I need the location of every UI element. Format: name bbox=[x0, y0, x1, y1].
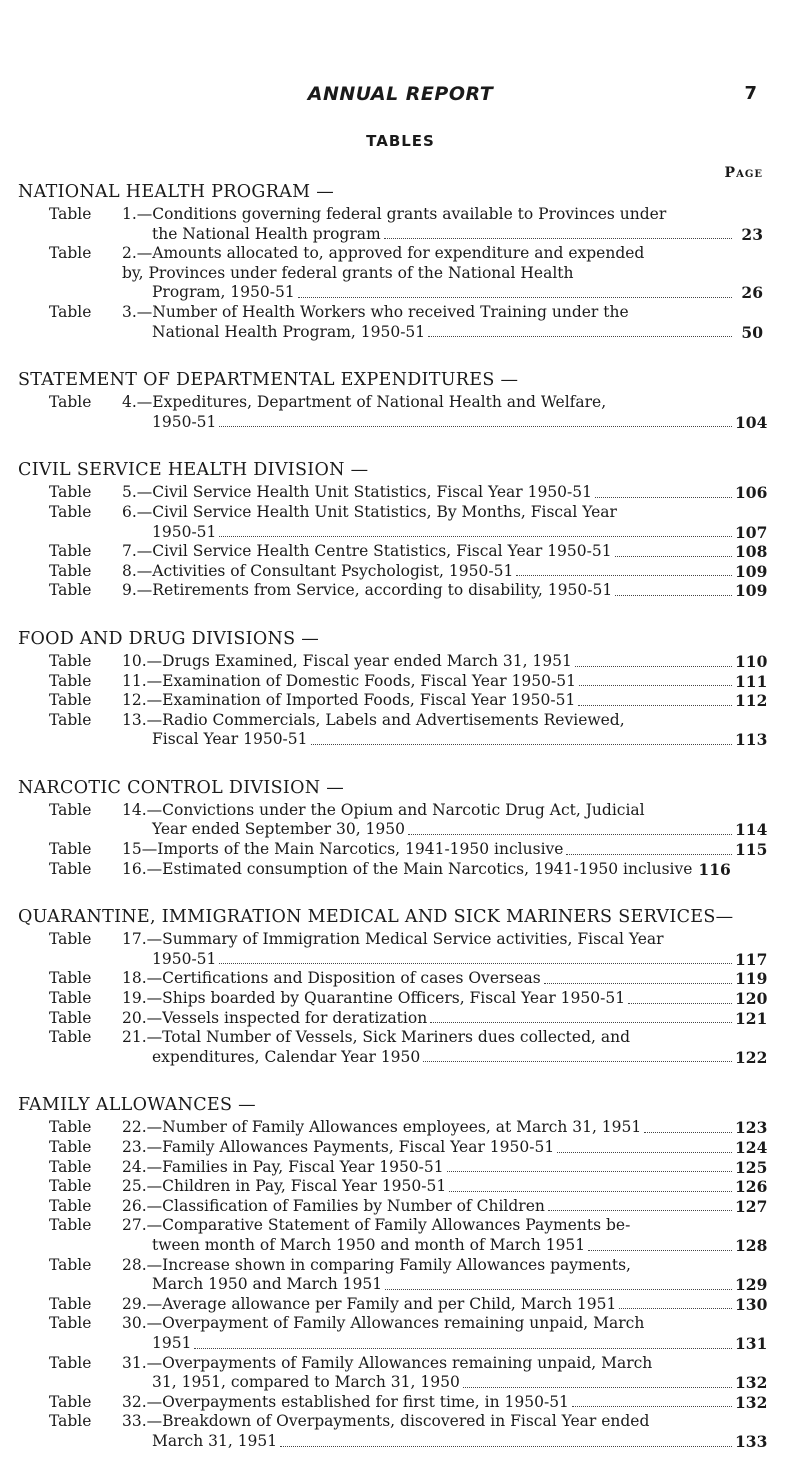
toc-entry[interactable] bbox=[18, 1196, 768, 1217]
running-title: ANNUAL REPORT bbox=[307, 83, 494, 105]
dot-leader bbox=[579, 685, 732, 686]
dot-leader bbox=[447, 1171, 732, 1172]
entry-last-line bbox=[122, 691, 768, 711]
dot-leader bbox=[280, 1446, 732, 1447]
toc-entry[interactable] bbox=[18, 303, 763, 342]
toc-entry[interactable] bbox=[18, 1216, 768, 1255]
entry-line: 10.—Drugs Examined, Fiscal year ended March 31, 1951 bbox=[122, 651, 572, 670]
table-label: Table bbox=[49, 1177, 92, 1196]
dot-leader bbox=[615, 556, 732, 557]
table-label: Table bbox=[49, 1314, 92, 1333]
toc-entry[interactable] bbox=[18, 561, 768, 582]
dot-leader bbox=[384, 238, 732, 239]
entry-last-line bbox=[122, 522, 768, 543]
table-label: Table bbox=[49, 969, 92, 988]
dot-leader bbox=[428, 336, 732, 337]
entry-last-line bbox=[122, 323, 763, 343]
entry-page-number: 129 bbox=[735, 1275, 768, 1295]
dot-leader bbox=[430, 1022, 732, 1023]
entry-last-line bbox=[122, 1118, 768, 1138]
entry-line: 32.—Overpayments established for first time, in 1950-51 bbox=[122, 1392, 569, 1411]
entry-text bbox=[113, 1196, 768, 1217]
entry-page-number: 132 bbox=[735, 1392, 768, 1412]
table-label: Table bbox=[49, 581, 92, 600]
entry-text bbox=[113, 1255, 768, 1295]
table-label: Table bbox=[49, 710, 92, 729]
toc-entry[interactable] bbox=[18, 969, 768, 989]
toc-entry[interactable] bbox=[18, 1138, 768, 1158]
entry-page-number: 116 bbox=[698, 859, 731, 879]
page-number: 7 bbox=[744, 83, 757, 104]
entry-line: 21.—Total Number of Vessels, Sick Mariners dues collected, and bbox=[122, 1028, 630, 1047]
entry-text bbox=[113, 1118, 768, 1138]
table-label: Table bbox=[49, 1118, 92, 1137]
entry-text bbox=[113, 303, 763, 342]
toc-entry[interactable] bbox=[18, 244, 763, 303]
entry-page-number: 120 bbox=[735, 989, 768, 1009]
entry-text bbox=[113, 483, 768, 503]
entry-page-number: 117 bbox=[735, 949, 768, 969]
entry-text bbox=[113, 1314, 768, 1353]
section-title: FOOD AND DRUG DIVISIONS — bbox=[18, 628, 320, 649]
toc-entry[interactable] bbox=[18, 483, 768, 503]
table-label: Table bbox=[49, 561, 92, 580]
toc-section bbox=[18, 905, 768, 1067]
entry-text bbox=[113, 930, 768, 969]
entry-last-line bbox=[122, 542, 768, 562]
entry-page-number: 113 bbox=[735, 730, 768, 750]
entry-last-line bbox=[122, 651, 768, 672]
entry-page-number: 133 bbox=[735, 1431, 768, 1451]
toc-entry[interactable] bbox=[18, 502, 768, 542]
table-label: Table bbox=[49, 1412, 92, 1431]
entry-line: National Health Program, 1950-51 bbox=[152, 322, 426, 341]
entry-last-line bbox=[122, 1047, 768, 1068]
section-title: CIVIL SERVICE HEALTH DIVISION — bbox=[18, 460, 369, 481]
entry-text bbox=[113, 860, 763, 880]
entry-last-line bbox=[122, 1431, 768, 1452]
dot-leader bbox=[423, 1061, 732, 1062]
entry-line: 8.—Activities of Consultant Psychologist, 1950-51 bbox=[122, 561, 514, 580]
toc-entry[interactable] bbox=[18, 1255, 768, 1295]
toc-entry[interactable] bbox=[18, 1314, 768, 1353]
dot-leader bbox=[516, 575, 732, 576]
table-label: Table bbox=[49, 1157, 92, 1176]
table-label: Table bbox=[49, 1028, 92, 1047]
entry-last-line bbox=[122, 1177, 768, 1197]
toc-entry[interactable] bbox=[18, 930, 768, 969]
table-label: Table bbox=[49, 671, 92, 690]
table-label: Table bbox=[49, 1392, 92, 1411]
entry-text bbox=[113, 1157, 768, 1178]
entry-text bbox=[113, 1138, 768, 1158]
entry-text bbox=[113, 671, 768, 692]
entry-line: 1950-51 bbox=[152, 412, 217, 431]
entry-line: 26.—Classification of Families by Number of Children bbox=[122, 1196, 545, 1215]
entry-line: Year ended September 30, 1950 bbox=[152, 820, 406, 839]
entry-text bbox=[113, 1392, 768, 1413]
table-label: Table bbox=[49, 1196, 92, 1215]
table-label: Table bbox=[49, 840, 92, 859]
table-label: Table bbox=[49, 205, 92, 223]
toc-entry[interactable] bbox=[18, 710, 768, 750]
entry-page-number: 128 bbox=[735, 1235, 768, 1255]
entry-text bbox=[113, 561, 768, 582]
entry-line: 9.—Retirements from Service, according to disability, 1950-51 bbox=[122, 581, 613, 600]
entry-last-line bbox=[122, 671, 768, 692]
table-label: Table bbox=[49, 1255, 92, 1274]
entry-page-number: 106 bbox=[735, 483, 768, 503]
toc-entry[interactable] bbox=[18, 800, 768, 840]
entry-line: 25.—Children in Pay, Fiscal Year 1950-51 bbox=[122, 1177, 447, 1196]
entry-line: tween month of March 1950 and month of March 1951 bbox=[152, 1235, 586, 1254]
entry-last-line bbox=[122, 840, 768, 860]
entry-last-line bbox=[122, 412, 768, 433]
toc-section bbox=[18, 627, 768, 750]
table-label: Table bbox=[49, 483, 92, 502]
entry-text bbox=[113, 502, 768, 542]
dot-leader bbox=[644, 1132, 732, 1133]
entry-line: 11.—Examination of Domestic Foods, Fiscal Year 1950-51 bbox=[122, 671, 576, 690]
entry-page-number: 26 bbox=[741, 283, 763, 303]
entry-line: 31, 1951, compared to March 31, 1950 bbox=[152, 1373, 460, 1392]
section-title: NARCOTIC CONTROL DIVISION — bbox=[18, 777, 345, 798]
entry-text bbox=[113, 1353, 768, 1393]
entry-page-number: 130 bbox=[735, 1294, 768, 1314]
toc-entry[interactable] bbox=[18, 581, 768, 601]
entry-line: 18.—Certifications and Disposition of cases Overseas bbox=[122, 969, 541, 988]
entry-last-line bbox=[122, 730, 768, 750]
entry-page-number: 109 bbox=[735, 561, 768, 581]
entry-line: 17.—Summary of Immigration Medical Service activities, Fiscal Year bbox=[122, 930, 664, 949]
entry-text bbox=[113, 393, 768, 432]
entry-line: 22.—Number of Family Allowances employees, at March 31, 1951 bbox=[122, 1118, 642, 1137]
toc-entry[interactable] bbox=[18, 393, 768, 432]
dot-leader bbox=[544, 983, 732, 984]
entry-page-number: 23 bbox=[741, 224, 763, 244]
entry-page-number: 124 bbox=[735, 1138, 768, 1157]
entry-text bbox=[113, 205, 763, 244]
entry-page-number: 107 bbox=[735, 522, 768, 542]
entry-page-number: 112 bbox=[735, 691, 768, 711]
toc-entry[interactable] bbox=[18, 860, 763, 880]
table-label: Table bbox=[49, 989, 92, 1008]
entry-text bbox=[113, 691, 768, 711]
entry-page-number: 121 bbox=[735, 1008, 768, 1028]
entry-line: March 31, 1951 bbox=[152, 1431, 278, 1450]
dot-leader bbox=[311, 744, 732, 745]
toc-entry[interactable] bbox=[18, 1008, 768, 1029]
entry-page-number: 111 bbox=[735, 671, 768, 691]
entry-text bbox=[113, 244, 763, 303]
entry-last-line bbox=[122, 1235, 768, 1256]
entry-page-number: 123 bbox=[735, 1118, 768, 1138]
table-label: Table bbox=[49, 691, 92, 710]
dot-leader bbox=[385, 1289, 732, 1290]
entry-line: Program, 1950-51 bbox=[152, 283, 295, 302]
table-label: Table bbox=[49, 1216, 92, 1235]
entry-line: March 1950 and March 1951 bbox=[152, 1275, 383, 1294]
toc-entry[interactable] bbox=[18, 989, 768, 1009]
table-label: Table bbox=[49, 1008, 92, 1027]
entry-text bbox=[113, 1294, 768, 1315]
entry-text bbox=[113, 1177, 768, 1197]
entry-line: 30.—Overpayment of Family Allowances remaining unpaid, March bbox=[122, 1314, 645, 1333]
section-title: FAMILY ALLOWANCES — bbox=[18, 1095, 256, 1116]
dot-leader bbox=[557, 1152, 732, 1153]
dot-leader bbox=[219, 426, 732, 427]
entry-line: 1950-51 bbox=[152, 522, 217, 541]
toc-section bbox=[18, 458, 768, 601]
entry-last-line bbox=[122, 1138, 768, 1158]
table-label: Table bbox=[49, 1353, 92, 1372]
entry-last-line bbox=[122, 283, 763, 303]
dot-leader bbox=[408, 834, 732, 835]
entry-line: 23.—Family Allowances Payments, Fiscal Year 1950-51 bbox=[122, 1138, 555, 1156]
entry-line: 16.—Estimated consumption of the Main Narcotics, 1941-1950 inclusive bbox=[122, 859, 693, 878]
entry-page-number: 122 bbox=[735, 1047, 768, 1067]
dot-leader bbox=[572, 1406, 732, 1407]
entry-line: 31.—Overpayments of Family Allowances remaining unpaid, March bbox=[122, 1353, 653, 1372]
entry-text bbox=[113, 800, 768, 840]
page-heading: TABLES bbox=[366, 132, 435, 150]
dot-leader bbox=[449, 1191, 732, 1192]
entry-line: 4.—Expeditures, Department of National Health and Welfare, bbox=[122, 393, 607, 412]
toc-section bbox=[18, 368, 768, 432]
entry-line: 7.—Civil Service Health Centre Statistics, Fiscal Year 1950-51 bbox=[122, 542, 612, 561]
entry-page-number: 104 bbox=[735, 412, 768, 432]
entry-line: 27.—Comparative Statement of Family Allowances Payments be- bbox=[122, 1216, 631, 1235]
entry-line: the National Health program bbox=[152, 224, 381, 243]
entry-last-line bbox=[122, 820, 768, 840]
table-label: Table bbox=[49, 244, 92, 263]
entry-line: 12.—Examination of Imported Foods, Fiscal Year 1950-51 bbox=[122, 691, 576, 710]
entry-last-line bbox=[122, 483, 768, 503]
entry-text bbox=[113, 969, 768, 989]
entry-page-number: 131 bbox=[735, 1333, 768, 1353]
entry-last-line bbox=[122, 581, 768, 601]
dot-leader bbox=[578, 705, 732, 706]
table-label: Table bbox=[49, 393, 92, 412]
entry-page-number: 119 bbox=[735, 969, 768, 989]
toc-entry[interactable] bbox=[18, 1294, 768, 1315]
entry-line: 14.—Convictions under the Opium and Narcotic Drug Act, Judicial bbox=[122, 800, 645, 819]
entry-line: 15—Imports of the Main Narcotics, 1941-1950 inclusive bbox=[122, 840, 564, 859]
entry-last-line bbox=[122, 949, 768, 970]
toc-entry[interactable] bbox=[18, 1177, 768, 1197]
entry-line: 28.—Increase shown in comparing Family Allowances payments, bbox=[122, 1255, 631, 1274]
entry-line: 33.—Breakdown of Overpayments, discovered in Fiscal Year ended bbox=[122, 1412, 650, 1431]
entry-last-line bbox=[122, 1333, 768, 1354]
entry-line: 6.—Civil Service Health Unit Statistics, By Months, Fiscal Year bbox=[122, 502, 617, 521]
entry-page-number: 127 bbox=[735, 1196, 768, 1216]
entry-line: 1950-51 bbox=[152, 949, 217, 968]
entry-line: 2.—Amounts allocated to, approved for expenditure and expended bbox=[122, 244, 645, 263]
entry-line: 1951 bbox=[152, 1333, 192, 1352]
section-title: NATIONAL HEALTH PROGRAM — bbox=[18, 182, 334, 202]
dot-leader bbox=[463, 1387, 732, 1388]
entry-text bbox=[113, 1216, 768, 1255]
entry-line: Fiscal Year 1950-51 bbox=[152, 730, 308, 749]
dot-leader bbox=[588, 1250, 732, 1251]
entry-last-line bbox=[122, 1294, 768, 1315]
dot-leader bbox=[575, 666, 732, 667]
entry-last-line bbox=[122, 969, 768, 989]
table-label: Table bbox=[49, 651, 92, 670]
toc-entry[interactable] bbox=[18, 671, 768, 692]
table-of-tables bbox=[18, 180, 768, 1478]
entry-text bbox=[113, 542, 768, 562]
entry-last-line bbox=[122, 1275, 768, 1295]
entry-last-line bbox=[122, 1373, 768, 1393]
entry-last-line bbox=[122, 225, 763, 245]
entry-text bbox=[113, 1008, 768, 1029]
table-label: Table bbox=[49, 859, 92, 878]
toc-entry[interactable] bbox=[18, 691, 768, 711]
entry-page-number: 125 bbox=[735, 1157, 768, 1177]
dot-leader bbox=[219, 536, 732, 537]
entry-last-line bbox=[122, 1196, 768, 1217]
toc-entry[interactable] bbox=[18, 205, 763, 244]
table-label: Table bbox=[49, 302, 92, 321]
entry-line: 5.—Civil Service Health Unit Statistics, Fiscal Year 1950-51 bbox=[122, 483, 593, 502]
entry-page-number: 50 bbox=[741, 322, 763, 342]
entry-last-line bbox=[122, 860, 763, 880]
entry-page-number: 114 bbox=[735, 820, 768, 840]
toc-entry[interactable] bbox=[18, 542, 768, 562]
toc-entry[interactable] bbox=[18, 1118, 768, 1138]
dot-leader bbox=[619, 1308, 732, 1309]
entry-page-number: 126 bbox=[735, 1177, 768, 1197]
table-label: Table bbox=[49, 542, 92, 561]
table-label: Table bbox=[49, 1294, 92, 1313]
dot-leader bbox=[548, 1210, 732, 1211]
table-label: Table bbox=[49, 1138, 92, 1156]
entry-text bbox=[113, 1412, 768, 1451]
entry-line: 1.—Conditions governing federal grants available to Provinces under bbox=[122, 205, 667, 223]
entry-last-line bbox=[122, 1392, 768, 1413]
toc-entry[interactable] bbox=[18, 1392, 768, 1413]
entry-line: 13.—Radio Commercials, Labels and Advertisements Reviewed, bbox=[122, 710, 625, 729]
entry-page-number: 132 bbox=[735, 1373, 768, 1393]
entry-text bbox=[113, 581, 768, 601]
dot-leader bbox=[219, 963, 732, 964]
dot-leader bbox=[615, 595, 732, 596]
dot-leader bbox=[628, 1003, 732, 1004]
table-label: Table bbox=[49, 930, 92, 949]
toc-entry[interactable] bbox=[18, 651, 768, 672]
section-title: STATEMENT OF DEPARTMENTAL EXPENDITURES — bbox=[18, 370, 519, 391]
dot-leader bbox=[194, 1348, 732, 1349]
entry-last-line bbox=[122, 1008, 768, 1029]
toc-section bbox=[18, 776, 768, 879]
entry-page-number: 110 bbox=[735, 651, 768, 671]
entry-page-number: 109 bbox=[735, 581, 768, 601]
toc-section bbox=[18, 180, 763, 342]
entry-text bbox=[113, 710, 768, 750]
entry-line: 19.—Ships boarded by Quarantine Officers, Fiscal Year 1950-51 bbox=[122, 989, 626, 1008]
table-label: Table bbox=[49, 800, 92, 819]
section-title: QUARANTINE, IMMIGRATION MEDICAL AND SICK MARINERS SERVICES— bbox=[18, 907, 734, 928]
dot-leader bbox=[566, 854, 732, 855]
dot-leader bbox=[595, 497, 732, 498]
page-column-label: Page bbox=[724, 165, 763, 181]
entry-text bbox=[113, 989, 768, 1009]
entry-last-line bbox=[122, 989, 768, 1009]
entry-line: by, Provinces under federal grants of the National Health bbox=[122, 263, 574, 282]
entry-text bbox=[113, 840, 768, 860]
entry-line: 29.—Average allowance per Family and per Child, March 1951 bbox=[122, 1294, 617, 1313]
entry-line: 20.—Vessels inspected for deratization bbox=[122, 1008, 428, 1027]
dot-leader bbox=[298, 297, 732, 298]
entry-last-line bbox=[122, 1157, 768, 1178]
entry-page-number: 115 bbox=[735, 840, 768, 860]
entry-text bbox=[113, 651, 768, 672]
entry-text bbox=[113, 1028, 768, 1067]
toc-entry[interactable] bbox=[18, 840, 768, 860]
toc-entry[interactable] bbox=[18, 1353, 768, 1393]
toc-entry[interactable] bbox=[18, 1157, 768, 1178]
entry-page-number: 108 bbox=[735, 542, 768, 562]
entry-line: 3.—Number of Health Workers who received Training under the bbox=[122, 302, 629, 321]
toc-entry[interactable] bbox=[18, 1028, 768, 1067]
entry-line: expenditures, Calendar Year 1950 bbox=[152, 1047, 421, 1066]
entry-last-line bbox=[122, 561, 768, 582]
toc-section bbox=[18, 1093, 768, 1451]
entry-line: 24.—Families in Pay, Fiscal Year 1950-51 bbox=[122, 1157, 444, 1176]
toc-entry[interactable] bbox=[18, 1412, 768, 1451]
running-head bbox=[0, 83, 801, 107]
table-label: Table bbox=[49, 502, 92, 521]
